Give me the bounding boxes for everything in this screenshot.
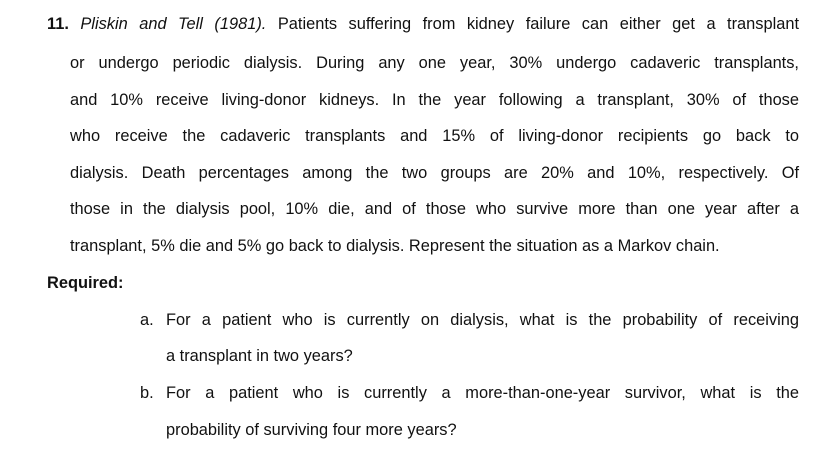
question-text-line: or undergo periodic dialysis. During any one year, 30% undergo cadaveric transplants, — [70, 54, 799, 72]
part-b-marker: b. — [140, 384, 154, 402]
question-number: 11. — [47, 15, 69, 33]
part-b-text-line: probability of surviving four more years? — [166, 421, 457, 439]
part-b-text-line: For a patient who is currently a more-than-one-year survivor, what is the — [166, 384, 799, 402]
question-text-line: those in the dialysis pool, 10% die, and of those who survive more than one year after a — [70, 200, 799, 218]
question-text-line: Patients suffering from kidney failure can either get a transplant — [277, 15, 800, 33]
question-text-line: and 10% receive living-donor kidneys. In the year following a transplant, 30% of those — [70, 91, 799, 109]
question-citation: Pliskin and Tell (1981). — [80, 15, 267, 33]
required-heading: Required: — [47, 274, 124, 292]
question-text-line: transplant, 5% die and 5% go back to dialysis. Represent the situation as a Markov chain. — [70, 237, 720, 255]
question-line-1 — [47, 13, 799, 35]
question-text-line: dialysis. Death percentages among the two groups are 20% and 10%, respectively. Of — [70, 164, 799, 182]
question-text-line: who receive the cadaveric transplants and 15% of living-donor recipients go back to — [70, 127, 799, 145]
part-a-text-line: For a patient who is currently on dialysis, what is the probability of receiving — [166, 311, 799, 329]
part-a-marker: a. — [140, 311, 154, 329]
part-a-text-line: a transplant in two years? — [166, 347, 353, 365]
